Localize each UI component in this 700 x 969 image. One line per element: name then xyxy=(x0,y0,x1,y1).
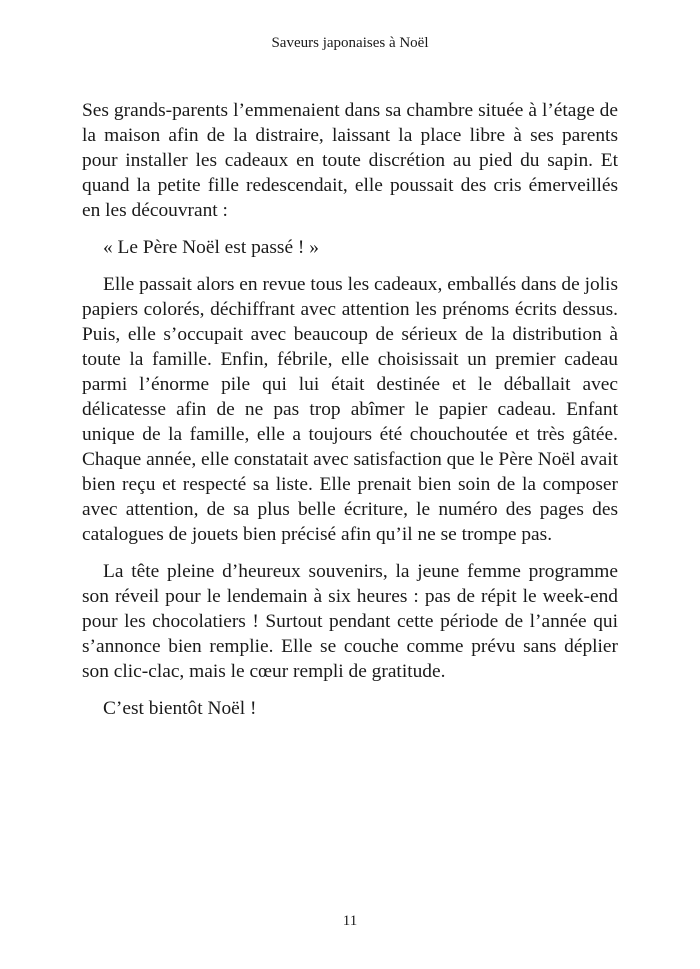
paragraph-1: Ses grands-parents l’emmenaient dans sa chambre située à l’étage de la maison afin de la distraire, laissant la place libre à ses parents pour installer les cadeaux en toute discrétion au pied du sapin. Et quand la petite fille redescendait, elle poussait des cris émerveillés en les découvrant : xyxy=(82,100,618,221)
paragraph-4: La tête pleine d’heureux souvenirs, la jeune femme programme son réveil pour le lendemain à six heures : pas de répit le week-end pour les chocolatiers ! Surtout pendant cette période de l’année qui s’annonce bien remplie. Elle se couche comme prévu sans déplier son clic-clac, mais le cœur rempli de gratitude. xyxy=(82,561,618,682)
paragraph-2-quote: « Le Père Noël est passé ! » xyxy=(103,237,319,258)
paragraph-3: Elle passait alors en revue tous les cadeaux, emballés dans de jolis papiers colorés, déchiffrant avec attention les prénoms écrits dessus. Puis, elle s’occupait avec beaucoup de sérieux de la distribution à toute la famille. Enfin, fébrile, elle choisissait un premier cadeau parmi l’énorme pile qui lui était destinée et le déballait avec délicatesse afin de ne pas trop abîmer le papier cadeau. Enfant unique de la famille, elle a toujours été chouchoutée et très gâtée. Chaque année, elle constatait avec satisfaction que le Père Noël avait bien reçu et respecté sa liste. Elle prenait bien soin de la composer avec attention, de sa plus belle écriture, le numéro des pages des catalogues de jouets bien précisé afin qu’il ne se trompe pas. xyxy=(82,274,618,545)
paragraph-5: C’est bientôt Noël ! xyxy=(103,698,257,719)
page-number: 11 xyxy=(342,913,358,929)
body-text xyxy=(82,98,618,733)
running-header: Saveurs japonaises à Noël xyxy=(271,35,429,51)
